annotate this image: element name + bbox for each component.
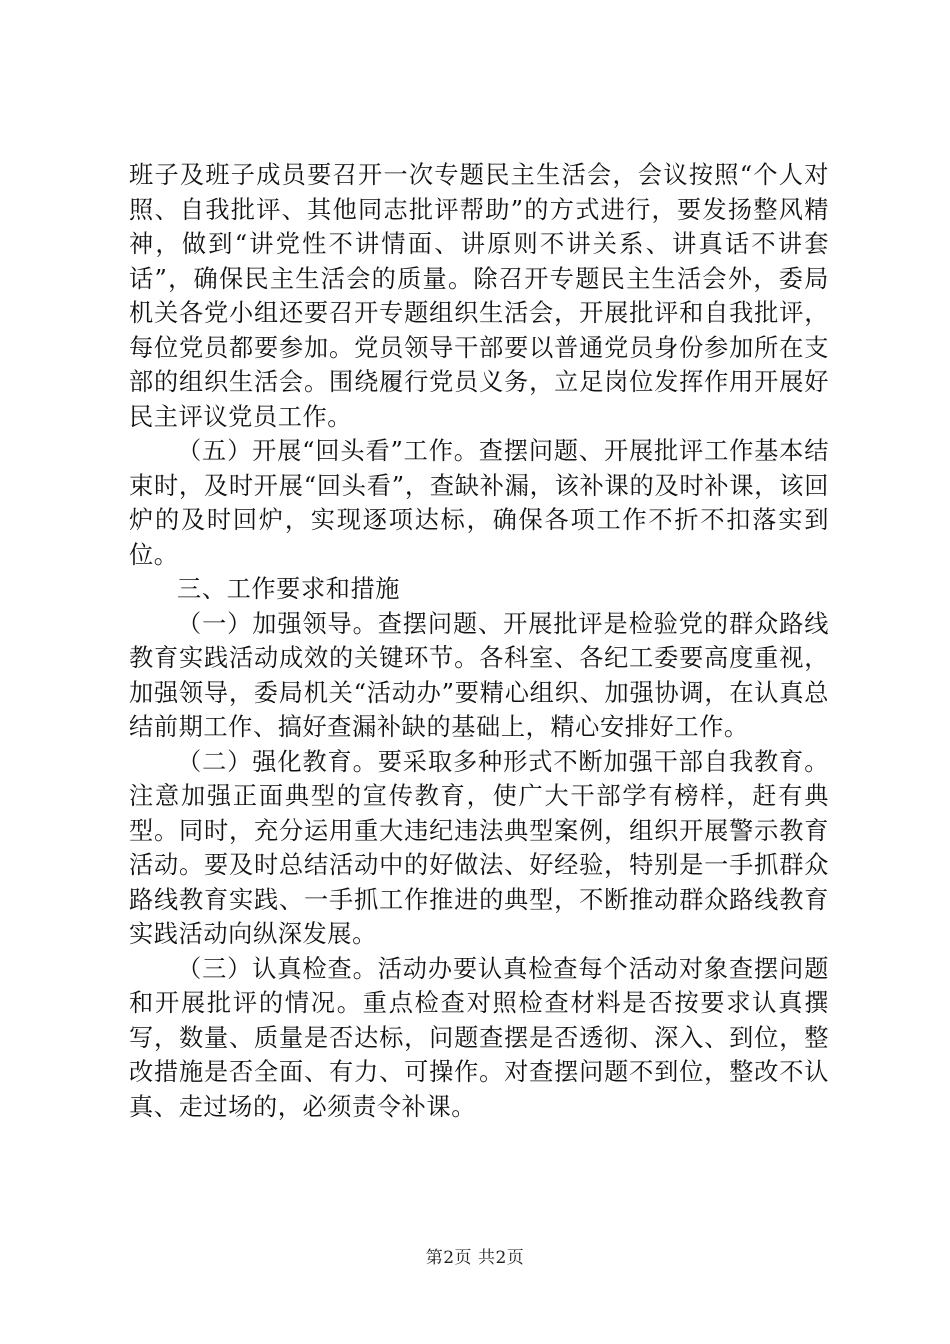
document-body xyxy=(129,158,829,1124)
section-heading-three: 三、工作要求和措施 xyxy=(177,575,401,603)
page-number-footer: 第2页 共2页 xyxy=(425,1248,525,1268)
paragraph-item-one: （一）加强领导。查摆问题、开展批评是检验党的群众路线教育实践活动成效的关键环节。各科室、各纪工委要高度重视，加强领导，委局机关“活动办”要精心组织、加强协调，在认真总结前期工作、搞好查漏补缺的基础上，精心安排好工作。 xyxy=(129,609,829,741)
paragraph-item-three: （三）认真检查。活动办要认真检查每个活动对象查摆问题和开展批评的情况。重点检查对照检查材料是否按要求认真撰写，数量、质量是否达标，问题查摆是否透彻、深入、到位，整改措施是否全面、有力、可操作。对查摆问题不到位，整改不认真、走过场的，必须责令补课。 xyxy=(129,954,829,1121)
paragraph-item-two: （二）强化教育。要采取多种形式不断加强干部自我教育。注意加强正面典型的宣传教育，使广大干部学有榜样，赶有典型。同时，充分运用重大违纪违法典型案例，组织开展警示教育活动。要及时总结活动中的好做法、好经验，特别是一手抓群众路线教育实践、一手抓工作推进的典型，不断推动群众路线教育实践活动向纵深发展。 xyxy=(129,747,829,948)
paragraph-section-five: （五）开展“回头看”工作。查摆问题、开展批评工作基本结束时，及时开展“回头看”，查缺补漏，该补课的及时补课，该回炉的及时回炉，实现逐项达标，确保各项工作不折不扣落实到位。 xyxy=(129,437,829,569)
paragraph-continuation: 班子及班子成员要召开一次专题民主生活会，会议按照“个人对照、自我批评、其他同志批评帮助”的方式进行，要发扬整风精神，做到“讲党性不讲情面、讲原则不讲关系、讲真话不讲套话”，确保民主生活会的质量。除召开专题民主生活会外，委局机关各党小组还要召开专题组织生活会，开展批评和自我批评，每位党员都要参加。党员领导干部要以普通党员身份参加所在支部的组织生活会。围绕履行党员义务，立足岗位发挥作用开展好民主评议党员工作。 xyxy=(129,161,829,431)
